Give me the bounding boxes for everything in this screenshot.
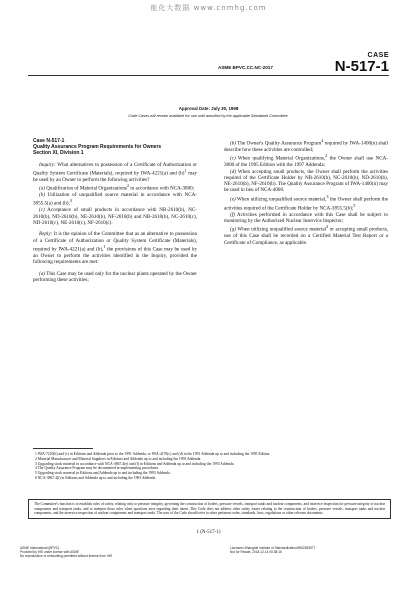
item-text: Qualification of Material Organizations [44,185,127,192]
item-label: (c) [230,155,236,162]
footnote-ref: 5 [353,202,356,208]
item-label: (f) [230,211,235,218]
case-number: N-517-1 [334,58,389,75]
item-label: (b) [230,140,236,147]
item-text: Acceptance of small products in accordance with NB-2610(b), NC-2610(b), ND-2610(b), NE-2610(b), NF-2610(b) and NB-2610(b), NC-2610(c), ND-2610(c), NE-2610(c), NF-2610(c). [33,207,197,227]
watermark: 能化大数据 www.cnmhg.com [150,4,267,12]
right-column [224,138,388,246]
page-number: 1 (N-517-1) [196,530,221,535]
title-line: Section XI, Division 1 [33,150,84,157]
license-line: ASME International (BPVC) [20,546,60,550]
inquiry-item-a [33,183,197,192]
case-label: CASE [367,52,389,59]
footnote: 2 Material Manufacturer and Material Suppliers in Editions and Addenda up to and including the 1993 Addenda. [35,456,202,461]
inquiry-paragraph [33,162,197,184]
inquiry-item-b [33,192,197,207]
item-text: This Case may be used only for the nuclear plants operated by the Owner performing these activities; [33,270,197,283]
header-divider [28,75,389,76]
standard-header: ASME BPVC.CC.NC-2017 [218,65,273,70]
reply-paragraph [33,231,197,265]
license-line: No reproduction or networking permitted without license from IHS [20,554,113,558]
title-line: Quality Assurance Program Requirements for Owners [33,144,162,151]
footnote: 5 Upgrading stock material in Editions and Addenda up to and including the 1993 Addenda. [35,471,171,476]
footnote: 4 The Quality Assurance Program may be documented in implementing procedures. [35,466,159,471]
license-line: Not for Resale, 2018-12-14 00:38:15 [230,550,282,554]
footnote-ref: 2 [126,183,130,189]
footnote: 3 Upgrading stock material in accordance with NCA-3867.4(e) and (f) in Editions and Addenda up to and including the 1993 Addenda. [35,461,235,466]
item-text: the Owner shall perform the activities required of the Certificate Holder by NCA-3855.5(b); [224,196,388,212]
requirement-c [224,153,388,168]
footnote-ref: 3 [326,224,329,230]
item-text: required by IWA-1400(n) shall describe how these activities are controlled; [224,140,388,153]
item-label: (b) [39,192,45,199]
requirement-a [33,271,197,284]
license-info-right [230,546,315,554]
reply-text: It is the opinion of the Committee that as an alternative to possession of a Certificate of Authorization or Quality System Certificate (Materials), required by IWA-4221(a) and (b), [33,231,197,253]
requirement-e [224,194,388,212]
left-column [33,138,197,283]
item-text: When utilizing unqualified source material [235,227,327,233]
footnote-divider [33,448,93,449]
item-text: the Owner shall use NCA-3800 of the 1995 Edition with the 1997 Addenda; [224,155,389,169]
case-title [33,138,197,157]
footnote-ref: 4 [321,138,324,143]
item-label: (g) [230,227,236,233]
license-line: Licensee=Shanghai Institute of Standardization/5962833977 [230,546,316,550]
item-text: When accepting small products, the Owner shall perform the activities required of the Certificate Holder by NB-2610(b), NC-2610(b), ND-2610(b), NE-2610(b), NF-2610(b). The Quality Assurance Program of IWA-1400(n) may be used in lieu of NCA-4000. [224,168,388,194]
license-info-left [20,546,112,558]
title-line: Case N-517-1 [33,138,65,144]
item-text: Activities performed in accordance with this Case shall be subject to monitoring by the Authorized Nuclear Inservice Inspector; [224,211,388,225]
inquiry-label: Inquiry: [39,161,56,168]
license-line: Provided by IHS under license with ASME [20,550,80,554]
item-label: (c) [39,207,45,214]
inquiry-text: may be used by an Owner to perform the following activities? [33,170,198,183]
approval-date: Approval Date: July 30, 1998 [178,106,239,111]
reply-label: Reply: [39,231,53,238]
availability-note: Code Cases will remain available for use until annulled by the applicable Standards Committee. [128,114,289,118]
requirement-b [224,138,388,153]
item-label: (d) [230,168,236,175]
item-text: When utilizing unqualified source material, [235,196,327,203]
footnotes [33,452,389,481]
footnote-ref: 3 [326,193,329,199]
item-label: (a) [39,185,45,192]
requirement-d [224,169,388,194]
footnote-ref: 1 [184,167,187,173]
footnote: 1 IWA-7210(b) and (c) in Editions and Addenda prior to the 1991 Addenda, or IWA-4170(c) and (d) in the 1991 Addenda up to and including the 1995 Edition. [35,452,271,456]
item-text: The Owner's Quality Assurance Program [235,140,322,147]
item-label: (a) [39,270,45,277]
inquiry-text: What alternatives to possession of a Certificate of Authorization or Quality System Certificate (Materials), required by IWA-4221(a) and (b) [33,161,197,177]
item-text: or accepting small products, use of this Case shall be recorded on a Certified Material Test Report or a Certificate of Compliance, as applicable. [224,227,389,246]
footnote-ref: 1 [103,243,106,249]
footnote-ref: 3 [69,198,73,204]
item-text: in accordance with NCA-3800; [129,185,195,192]
case-header [335,52,389,75]
item-text: Utilization of unqualified source material in accordance with NCA-3855.5(a) and (b); [33,192,197,208]
committee-statement: The Committee's function is to establish rules of safety, relating only to pressure integrity, governing the construction of boilers, pressure vessels, transport tanks and nuclear components, and inservice inspection for pressure integrity of nuclear components and transport tanks, and to interpret these rules when questions arise regarding their intent. This Code does not address other safety issues relating to the construction of boilers, pressure vessels, transport tanks and nuclear components, and the inservice inspection of nuclear components and transport tanks. The user of the Code should refer to other pertinent codes, standards, laws, regulations or other relevant documents. [28,499,391,519]
requirement-f [224,212,388,225]
item-label: (e) [230,196,236,203]
requirement-g [224,224,388,246]
footnote-ref: 2 [325,153,328,159]
inquiry-item-c [33,207,197,226]
reply-text: the provisions of this Case may be used by an Owner to perform the activities identified in the Inquiry, provided the following requirements are met: [33,246,198,266]
item-text: When qualifying Material Organizations, [235,155,326,162]
footnote: 6 NCA-3867.4(f) in Editions and Addenda up to and including the 1993 Addenda. [35,475,157,480]
